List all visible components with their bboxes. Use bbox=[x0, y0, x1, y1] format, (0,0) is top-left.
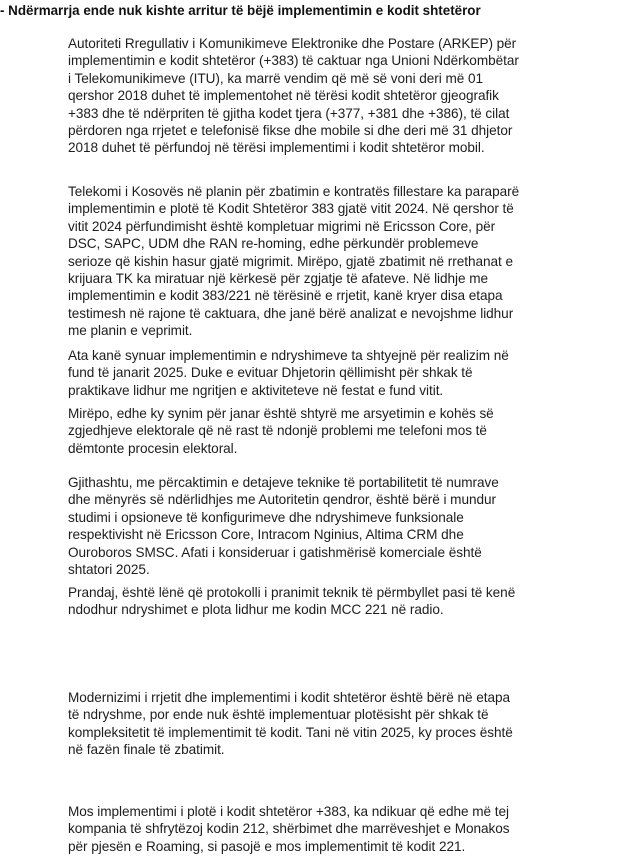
text-line: qershor 2018 duhet të implementohet në tërësi kodit shtetëror gjeografik bbox=[68, 88, 499, 104]
text-line: me planin e veprimit. bbox=[68, 323, 193, 339]
paragraph-portability-details bbox=[68, 474, 588, 578]
section-heading: - Ndërmarrja ende nuk kishte arritur të bëjë implementimin e kodit shtetëror bbox=[0, 3, 481, 18]
paragraph-acceptance-protocol bbox=[68, 584, 588, 619]
text-line: 2018 duhet të përfundoj në tërësi implementimi i kodit shtetëror mobil. bbox=[68, 140, 485, 156]
text-line: dëmtonte procesin elektoral. bbox=[68, 440, 238, 456]
text-line: të ndryshme, por ende nuk është implementuar plotësisht për shkak të bbox=[68, 707, 489, 723]
text-line: shtatori 2025. bbox=[68, 562, 150, 578]
text-line: Gjithashtu, me përcaktimin e detajeve teknike të portabilitetit të numrave bbox=[68, 475, 499, 490]
text-line: Modernizimi i rrjetit dhe implementimi i kodit shtetëror është bërë në etapa bbox=[68, 690, 510, 705]
text-line: implementimin e plotë të Kodit Shtetëror 383 gjatë vitit 2024. Në qershor të bbox=[68, 201, 514, 217]
text-line: Ouroboros SMSC. Afati i konsideruar i gatishmërisë komerciale është bbox=[68, 544, 482, 560]
text-line: testimesh në rajone të caktuara, dhe janë bërë analizat e nevojshme lidhur bbox=[68, 305, 514, 321]
text-line: praktikave lidhur me ngritjen e aktiviteteve në festat e fund vitit. bbox=[68, 382, 444, 398]
text-line: vitit 2024 përfundimisht është kompletuar migrimi në Ericsson Core, për bbox=[68, 218, 496, 234]
text-line: implementimin e kodit 383/221 në tërësinë e rrjetit, kanë kryer disa etapa bbox=[68, 288, 503, 304]
text-line: ndodhur ndryshimet e plota lidhur me kodin MCC 221 në radio. bbox=[68, 602, 444, 618]
text-line: serioze që kishin hasur gjatë migrimit. Mirëpo, gjatë zbatimit në rrethanat e bbox=[68, 253, 513, 269]
text-line: fund të janarit 2025. Duke e evituar Dhjetorin qëllimisht për shkak të bbox=[68, 365, 473, 381]
text-line: DSC, SAPC, UDM dhe RAN re-homing, edhe përkundër problemeve bbox=[68, 236, 479, 252]
paragraph-elections-delay bbox=[68, 405, 588, 457]
text-line: i Telekomunikimeve (ITU), ka marrë vendim që më së voni deri më 01 bbox=[68, 70, 483, 86]
text-line: kompania të shfrytëzoj kodin 212, shërbimet dhe marrëveshjet e Monakos bbox=[68, 821, 510, 837]
paragraph-january-target bbox=[68, 347, 588, 399]
text-line: për pjesën e Roaming, si pasojë e mos implementimit të kodit 221. bbox=[68, 838, 466, 854]
text-line: krijuara TK ka miratuar një kërkesë për zgjatje të afateve. Në lidhje me bbox=[68, 271, 489, 287]
text-line: Telekomi i Kosovës në planin për zbatimin e kontratës fillestare ka paraparë bbox=[68, 184, 520, 199]
text-line: respektivisht në Ericsson Core, Intracom Nginius, Altima CRM dhe bbox=[68, 527, 464, 543]
paragraph-roaming-consequence bbox=[68, 803, 588, 855]
text-line: Mirëpo, edhe ky synim për janar është shtyrë me arsyetimin e kohës së bbox=[68, 406, 494, 421]
text-line: Prandaj, është lënë që protokolli i pranimit teknik të përmbyllet pasi të kenë bbox=[68, 585, 516, 600]
text-line: +383 dhe të ndërpriten të gjitha kodet tjera (+377, +381 dhe +386), të cilat bbox=[68, 105, 510, 121]
paragraph-arkep-decision bbox=[68, 35, 588, 157]
text-line: Autoriteti Rregullativ i Komunikimeve Elektronike dhe Postare (ARKEP) për bbox=[68, 36, 517, 51]
text-line: implementimin e kodit shtetëror (+383) të caktuar nga Unioni Ndërkombëtar bbox=[68, 53, 519, 69]
text-line: Ata kanë synuar implementimin e ndryshimeve ta shtyejnë për realizim në bbox=[68, 348, 509, 363]
text-line: në fazën finale të zbatimit. bbox=[68, 742, 225, 758]
paragraph-telekomi-plan bbox=[68, 183, 588, 340]
text-line: dhe mënyrës së ndërlidhjes me Autoritetin qendror, është bërë i mundur bbox=[68, 492, 496, 508]
text-line: kompleksitetit të implementimit të kodit. Tani në vitin 2025, ky proces është bbox=[68, 724, 513, 740]
text-line: zgjedhjeve elektorale që në rast të ndonjë problemi me telefoni mos të bbox=[68, 423, 487, 439]
text-line: studimi i opsioneve të konfigurimeve dhe ndryshimeve funksionale bbox=[68, 509, 464, 525]
text-line: përdoren nga rrjetet e telefonisë fikse dhe mobile si dhe deri më 31 dhjetor bbox=[68, 123, 513, 139]
paragraph-network-modernization bbox=[68, 689, 588, 759]
text-line: Mos implementimi i plotë i kodit shtetëror +383, ka ndikuar që edhe më tej bbox=[68, 804, 509, 819]
